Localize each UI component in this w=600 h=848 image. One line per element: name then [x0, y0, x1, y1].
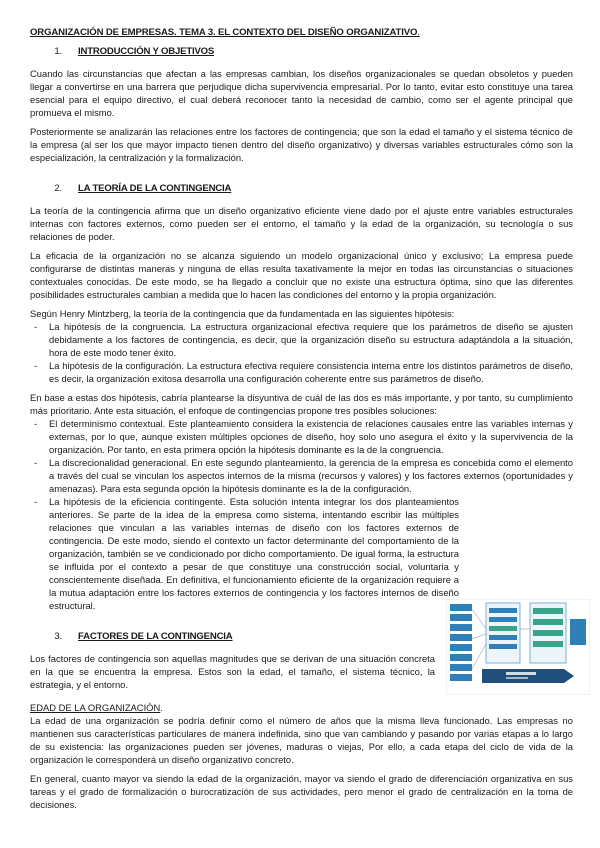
- subheading-dot: .: [160, 702, 163, 713]
- diagram-box: [450, 664, 472, 671]
- diagram-box: [533, 608, 563, 614]
- section-3-heading: [30, 630, 440, 643]
- diagram-box: [533, 641, 563, 647]
- diagram-center-column: [486, 603, 520, 663]
- diagram-box: [450, 604, 472, 611]
- section-2-number: 2.: [54, 183, 62, 194]
- list-item: [30, 456, 573, 495]
- diagram-box: [533, 619, 563, 625]
- section-1-heading: [30, 45, 573, 58]
- list-item-text: La hipótesis de la eficiencia contingente. Esta solución intenta integrar los dos planteamientos anteriores. Se parte de la idea de la empresa como sistema, intentando escribir las múltiples relaciones que vinculan a las variables internas de diseño con los factores externos de contingencia. De este modo, siendo el contexto un factor determinante del comportamiento de la organización, también se ve condicionado por dicho comportamiento. De igual forma, la estructura se influida por el contexto a pesar de que constituye una construcción social, voluntaria y conscientemente diseñada. En definitiva, el funcionamiento eficiente de la organización requiere a la mutua adaptación entre los factores externos de contingencia y los factores internos de diseño estructural.: [49, 496, 459, 611]
- bullet-dash: -: [34, 321, 38, 332]
- section-2-heading: [30, 182, 573, 195]
- document-title: [30, 26, 573, 39]
- paragraph: Cuando las circunstancias que afectan a las empresas cambian, los diseños organizacionales se quedan obsoletos y pueden llegar a convertirse en una barrera que perjudique dicha supervivencia empresarial. Por lo tanto, evitar esto constituye una tarea esencial para el equipo directivo, el cual deberá reconocer tanto la necesidad de cambio, como ser el agente principal que promueva el mismo.: [30, 68, 573, 118]
- section-3-number: 3.: [54, 631, 62, 642]
- list-item-text: La discrecionalidad generacional. En este segundo planteamiento, la gerencia de la empresa es concebida como el elemento a través del cual se vinculan los aspectos internos de la misma (recursos y valores) y los factores externos (oportunidades y amenazas). Para esta segunda opción la hipótesis dominante es la de la configuración.: [49, 457, 573, 494]
- bullet-dash: -: [34, 496, 38, 507]
- diagram-box: [489, 644, 517, 649]
- title-text: ORGANIZACIÓN DE EMPRESAS. TEMA 3. EL CONTEXTO DEL DISEÑO ORGANIZATIVO: [30, 27, 418, 38]
- diagram-box: [570, 619, 586, 645]
- paragraph: Según Henry Mintzberg, la teoría de la contingencia que da fundamentada en las siguientes hipótesis:: [30, 308, 455, 319]
- diagram-box: [450, 614, 472, 621]
- arrow-label-line: [506, 672, 536, 675]
- bullet-dash: -: [34, 457, 38, 468]
- hypotheses-list: [30, 320, 573, 385]
- title-dot: .: [417, 27, 420, 38]
- diagram-box: [450, 634, 472, 641]
- section-1-number: 1.: [54, 46, 62, 57]
- paragraph: En general, cuanto mayor va siendo la edad de la organización, mayor va siendo el grado de diferenciación organizativa en sus tareas y el grado de formalización o burocratización de sus actividades, pero menor el grado de centralización en la toma de decisiones.: [30, 773, 573, 810]
- paragraph: La eficacia de la organización no se alcanza siguiendo un modelo organizacional único y exclusivo; La empresa puede configurarse de distintas maneras y ninguna de ellas resulta taxativamente la mejor en todas las circunstancias o situaciones contextuales conocidas. De este modo, se ha llegado a concluir que no existe una estructura óptima, sino que las diferentes posibilidades estructurales cambian a medida que lo hacen las condiciones del entorno y la propia organización.: [30, 250, 573, 300]
- solutions-list: [30, 417, 573, 612]
- contingency-factors-diagram: [446, 599, 590, 695]
- arrow-label-line: [506, 677, 528, 679]
- diagram-box: [489, 626, 517, 631]
- paragraph: Los factores de contingencia son aquellas magnitudes que se derivan de una situación concreta en la que se encuentra la empresa. Estos son la edad, el tamaño, el sistema técnico, la estrategia, y el entorno.: [30, 653, 435, 690]
- list-item-text: La hipótesis de la congruencia. La estructura organizacional efectiva requiere que los parámetros de diseño se ajusten debidamente a los factores de contingencia, es decir, que la organización diseño su estructura adaptándola a la situación, hora de este modo tener éxito.: [49, 321, 573, 358]
- diagram-box: [489, 608, 517, 613]
- list-item: [30, 417, 573, 456]
- list-item-text: El determinismo contextual. Este planteamiento considera la existencia de relaciones causales entre las variables internas y externas, por lo que, aunque existen múltiples opciones de diseño, hoy solo uno asegura el éxito y la supervivencia de la organización. Por tanto, en esta primera opción la hipótesis dominante es la de la congruencia.: [49, 418, 573, 455]
- paragraph: La edad de una organización se podría definir como el número de años que la misma lleva funcionado. Las empresas no mantienen sus características particulares de manera indefinida, sino que van cambiando y pasando por varias etapas a lo largo de su existencia: las organizaciones pueden ser jóvenes, maduras o viejas, Por ello, a cada etapa del ciclo de vida de la organización le corresponderá un diseño organizativo concreto.: [30, 715, 573, 765]
- paragraph: Posteriormente se analizarán las relaciones entre los factores de contingencia; que son la edad el tamaño y el sistema técnico de la empresa (al ser los que mayor impacto tienen dentro del diseño organizativo) y diversas variables estructurales cómo son la especialización, la centralización y la formalización.: [30, 126, 573, 163]
- diagram-box: [450, 644, 472, 651]
- list-item: [30, 320, 573, 359]
- subheading-text: EDAD DE LA ORGANIZACIÓN: [30, 702, 161, 713]
- bullet-dash: -: [34, 360, 38, 371]
- diagram-box: [489, 635, 517, 640]
- diagram-arrow: [482, 669, 574, 683]
- bullet-dash: -: [34, 418, 38, 429]
- diagram-box: [450, 624, 472, 631]
- paragraph: En base a estas dos hipótesis, cabría plantearse la disyuntiva de cuál de las dos es más importante, y por tanto, su cumplimiento más prioritario. Ante esta situación, el enfoque de contingencias propone tres posibles soluciones:: [30, 392, 573, 416]
- paragraph: La teoría de la contingencia afirma que un diseño organizativo eficiente viene dado por el ajuste entre variables estructurales internas con factores externos, como pueden ser el entorno, el tamaño y la edad de la organización, su tecnología o sus relaciones de poder.: [30, 205, 573, 242]
- section-2-title: LA TEORÍA DE LA CONTINGENCIA: [78, 183, 232, 194]
- diagram-box: [533, 630, 563, 636]
- diagram-box: [489, 617, 517, 622]
- list-item: [30, 359, 573, 385]
- section-3-title: FACTORES DE LA CONTINGENCIA: [78, 631, 233, 642]
- diagram-box: [450, 654, 472, 661]
- subheading: [30, 701, 573, 714]
- section-1-title: INTRODUCCIÓN Y OBJETIVOS: [78, 46, 215, 57]
- list-item: [30, 495, 459, 612]
- diagram-box: [450, 674, 472, 681]
- list-item-text: La hipótesis de la configuración. La estructura efectiva requiere consistencia interna entre los distintos parámetros de diseño, es decir, la organización exitosa desarrolla una configuración coherente entre sus parámetros de diseño.: [49, 360, 573, 384]
